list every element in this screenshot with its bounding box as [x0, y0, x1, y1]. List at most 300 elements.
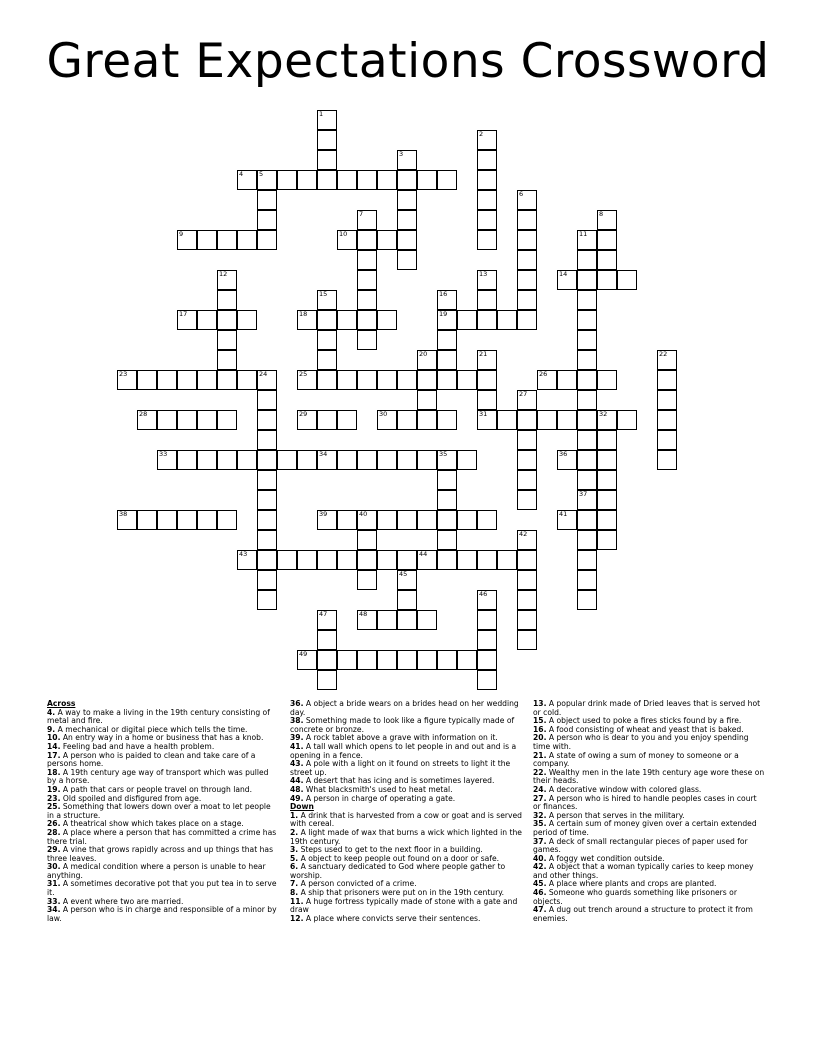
grid-cell[interactable]: [657, 390, 677, 410]
down-clue: [533, 700, 765, 717]
grid-cell[interactable]: [257, 510, 277, 530]
grid-cell[interactable]: [337, 230, 357, 250]
down-clue: [290, 898, 522, 915]
across-clues-part2: [290, 700, 522, 803]
grid-cell[interactable]: [177, 310, 197, 330]
grid-cell[interactable]: [217, 270, 237, 290]
grid-cell[interactable]: [577, 450, 597, 470]
grid-cell[interactable]: [517, 190, 537, 210]
grid-cell[interactable]: [197, 510, 217, 530]
grid-cell[interactable]: [517, 290, 537, 310]
grid-cell[interactable]: [657, 450, 677, 470]
grid-cell[interactable]: [337, 550, 357, 570]
grid-cell[interactable]: [297, 310, 317, 330]
grid-cell[interactable]: [197, 230, 217, 250]
across-clue: [290, 795, 522, 804]
grid-cell[interactable]: [337, 410, 357, 430]
grid-cell[interactable]: [557, 410, 577, 430]
grid-cell[interactable]: [297, 450, 317, 470]
grid-cell[interactable]: [657, 370, 677, 390]
grid-cell[interactable]: [257, 430, 277, 450]
grid-cell[interactable]: [257, 410, 277, 430]
grid-cell[interactable]: [557, 510, 577, 530]
grid-cell[interactable]: [357, 230, 377, 250]
grid-cell[interactable]: [517, 610, 537, 630]
grid-cell[interactable]: [357, 550, 377, 570]
grid-cell[interactable]: [337, 370, 357, 390]
grid-cell[interactable]: [577, 290, 597, 310]
grid-cell[interactable]: [257, 230, 277, 250]
clue-text: A object that a woman typically caries to keep money and other things.: [533, 862, 754, 880]
grid-cell[interactable]: [577, 390, 597, 410]
grid-cell[interactable]: [317, 150, 337, 170]
grid-cell[interactable]: [317, 510, 337, 530]
grid-cell[interactable]: [297, 550, 317, 570]
grid-cell[interactable]: [417, 370, 437, 390]
grid-cell[interactable]: [217, 310, 237, 330]
grid-cell[interactable]: [277, 450, 297, 470]
grid-cell[interactable]: [377, 410, 397, 430]
down-clue: [533, 795, 765, 812]
grid-cell[interactable]: [157, 510, 177, 530]
clue-text: A vine that grows rapidly across and up things that has three leaves.: [47, 845, 274, 863]
grid-cell[interactable]: [457, 510, 477, 530]
grid-cell[interactable]: [297, 410, 317, 430]
grid-cell[interactable]: [357, 270, 377, 290]
grid-cell[interactable]: [397, 210, 417, 230]
grid-cell[interactable]: [597, 410, 617, 430]
grid-cell[interactable]: [457, 370, 477, 390]
clue-number-label: 37.: [533, 836, 547, 846]
across-clue: [47, 829, 279, 846]
grid-cell[interactable]: [357, 370, 377, 390]
grid-cell[interactable]: [237, 550, 257, 570]
grid-cell[interactable]: [157, 370, 177, 390]
grid-cell[interactable]: [317, 310, 337, 330]
grid-cell[interactable]: [477, 310, 497, 330]
grid-cell[interactable]: [317, 350, 337, 370]
grid-cell[interactable]: [317, 630, 337, 650]
grid-cell[interactable]: [537, 410, 557, 430]
grid-cell[interactable]: [397, 570, 417, 590]
grid-cell[interactable]: [257, 530, 277, 550]
grid-cell[interactable]: [397, 410, 417, 430]
grid-cell[interactable]: [357, 310, 377, 330]
clue-number-label: 8.: [290, 888, 299, 898]
grid-cell[interactable]: [477, 370, 497, 390]
grid-cell[interactable]: [517, 210, 537, 230]
grid-cell[interactable]: [417, 510, 437, 530]
grid-cell[interactable]: [477, 130, 497, 150]
grid-cell[interactable]: [397, 590, 417, 610]
grid-cell[interactable]: [517, 270, 537, 290]
down-clue: [290, 829, 522, 846]
grid-cell[interactable]: [137, 510, 157, 530]
grid-cell[interactable]: [597, 430, 617, 450]
grid-cell[interactable]: [577, 270, 597, 290]
grid-cell[interactable]: [277, 550, 297, 570]
grid-cell[interactable]: [397, 450, 417, 470]
grid-cell[interactable]: [477, 410, 497, 430]
grid-cell[interactable]: [397, 650, 417, 670]
grid-cell[interactable]: [377, 230, 397, 250]
grid-cell[interactable]: [137, 370, 157, 390]
grid-cell[interactable]: [357, 530, 377, 550]
grid-cell[interactable]: [497, 550, 517, 570]
grid-cell[interactable]: [437, 550, 457, 570]
grid-cell[interactable]: [577, 310, 597, 330]
clue-text: A person convicted of a crime.: [298, 879, 417, 889]
grid-cell[interactable]: [397, 170, 417, 190]
clue-number: 40: [359, 510, 368, 518]
grid-cell[interactable]: [377, 650, 397, 670]
grid-cell[interactable]: [357, 210, 377, 230]
grid-cell[interactable]: [357, 450, 377, 470]
grid-cell[interactable]: [317, 650, 337, 670]
clue-text: A path that cars or people travel on through land.: [60, 784, 253, 794]
grid-cell[interactable]: [497, 310, 517, 330]
grid-cell[interactable]: [597, 530, 617, 550]
grid-cell[interactable]: [457, 550, 477, 570]
across-clue: [47, 846, 279, 863]
grid-cell[interactable]: [477, 610, 497, 630]
grid-cell[interactable]: [177, 230, 197, 250]
clue-number-label: 21.: [533, 750, 547, 760]
grid-cell[interactable]: [197, 310, 217, 330]
across-clue: [47, 863, 279, 880]
grid-cell[interactable]: [257, 590, 277, 610]
clue-text: A certain sum of money given over a certain extended period of time.: [533, 819, 757, 837]
grid-cell[interactable]: [317, 130, 337, 150]
grid-cell[interactable]: [377, 170, 397, 190]
grid-cell[interactable]: [417, 650, 437, 670]
grid-cell[interactable]: [257, 190, 277, 210]
grid-cell[interactable]: [657, 430, 677, 450]
grid-cell[interactable]: [357, 290, 377, 310]
grid-cell[interactable]: [477, 550, 497, 570]
grid-cell[interactable]: [177, 450, 197, 470]
grid-cell[interactable]: [417, 610, 437, 630]
clue-text: A light made of wax that burns a wick which lighted in the 19th century.: [290, 827, 522, 846]
grid-cell[interactable]: [377, 550, 397, 570]
grid-cell[interactable]: [557, 450, 577, 470]
grid-cell[interactable]: [417, 170, 437, 190]
grid-cell[interactable]: [517, 410, 537, 430]
clue-number: 11: [579, 230, 588, 238]
grid-cell[interactable]: [217, 370, 237, 390]
grid-cell[interactable]: [377, 510, 397, 530]
grid-cell[interactable]: [217, 330, 237, 350]
grid-cell[interactable]: [477, 230, 497, 250]
grid-cell[interactable]: [577, 590, 597, 610]
grid-cell[interactable]: [597, 210, 617, 230]
grid-cell[interactable]: [597, 510, 617, 530]
grid-cell[interactable]: [297, 650, 317, 670]
clue-text: A rock tablet above a grave with information on it.: [303, 733, 498, 743]
grid-cell[interactable]: [397, 230, 417, 250]
grid-cell[interactable]: [377, 450, 397, 470]
grid-cell[interactable]: [357, 250, 377, 270]
grid-cell[interactable]: [437, 510, 457, 530]
grid-cell[interactable]: [577, 410, 597, 430]
clue-number: 38: [119, 510, 128, 518]
grid-cell[interactable]: [577, 510, 597, 530]
grid-cell[interactable]: [257, 370, 277, 390]
grid-cell[interactable]: [477, 590, 497, 610]
grid-cell[interactable]: [577, 530, 597, 550]
grid-cell[interactable]: [117, 510, 137, 530]
grid-cell[interactable]: [457, 650, 477, 670]
grid-cell[interactable]: [517, 450, 537, 470]
clue-text: A huge fortress typically made of stone with a gate and draw: [290, 896, 518, 915]
clue-number-label: 14.: [47, 741, 61, 751]
grid-cell[interactable]: [177, 410, 197, 430]
grid-cell[interactable]: [337, 650, 357, 670]
grid-cell[interactable]: [197, 410, 217, 430]
grid-cell[interactable]: [317, 670, 337, 690]
grid-cell[interactable]: [517, 390, 537, 410]
grid-cell[interactable]: [517, 470, 537, 490]
grid-cell[interactable]: [397, 150, 417, 170]
across-clues-part1: [47, 709, 279, 924]
clue-text: A person in charge of operating a gate.: [303, 793, 456, 803]
grid-cell[interactable]: [597, 490, 617, 510]
grid-cell[interactable]: [437, 470, 457, 490]
grid-cell[interactable]: [177, 370, 197, 390]
grid-cell[interactable]: [577, 430, 597, 450]
across-heading: Across: [47, 699, 76, 708]
grid-cell[interactable]: [357, 650, 377, 670]
grid-cell[interactable]: [497, 410, 517, 430]
grid-cell[interactable]: [437, 170, 457, 190]
clue-text: A food consisting of wheat and yeast that is baked.: [546, 724, 744, 734]
grid-cell[interactable]: [597, 230, 617, 250]
across-clue: [47, 769, 279, 786]
grid-cell[interactable]: [477, 350, 497, 370]
grid-cell[interactable]: [577, 550, 597, 570]
clue-number-label: 4.: [47, 707, 56, 717]
grid-cell[interactable]: [657, 350, 677, 370]
grid-cell[interactable]: [237, 370, 257, 390]
clue-number-label: 25.: [47, 802, 61, 812]
clue-number: 14: [559, 270, 568, 278]
clue-number-label: 22.: [533, 767, 547, 777]
grid-cell[interactable]: [217, 350, 237, 370]
clue-text: A ship that prisoners were put on in the 19th century.: [298, 888, 505, 898]
clue-text: A drink that is harvested from a cow or goat and is served with cereal.: [290, 810, 522, 829]
grid-cell[interactable]: [437, 490, 457, 510]
grid-cell[interactable]: [197, 370, 217, 390]
grid-cell[interactable]: [237, 230, 257, 250]
grid-cell[interactable]: [317, 330, 337, 350]
grid-cell[interactable]: [657, 410, 677, 430]
clue-number: 4: [239, 170, 244, 178]
grid-cell[interactable]: [517, 590, 537, 610]
grid-cell[interactable]: [257, 490, 277, 510]
grid-cell[interactable]: [137, 410, 157, 430]
clue-number: 12: [219, 270, 228, 278]
grid-cell[interactable]: [577, 350, 597, 370]
grid-cell[interactable]: [317, 170, 337, 190]
grid-cell[interactable]: [557, 370, 577, 390]
grid-cell[interactable]: [417, 450, 437, 470]
grid-cell[interactable]: [317, 550, 337, 570]
across-clue: [47, 709, 279, 726]
grid-cell[interactable]: [437, 530, 457, 550]
grid-cell[interactable]: [397, 550, 417, 570]
grid-cell[interactable]: [377, 610, 397, 630]
grid-cell[interactable]: [257, 570, 277, 590]
grid-cell[interactable]: [317, 370, 337, 390]
grid-cell[interactable]: [317, 290, 337, 310]
grid-cell[interactable]: [337, 310, 357, 330]
grid-cell[interactable]: [357, 510, 377, 530]
grid-cell[interactable]: [317, 110, 337, 130]
clue-number-label: 39.: [290, 733, 304, 743]
grid-cell[interactable]: [517, 630, 537, 650]
grid-cell[interactable]: [477, 390, 497, 410]
down-heading: Down: [290, 802, 314, 812]
grid-cell[interactable]: [457, 450, 477, 470]
grid-cell[interactable]: [577, 330, 597, 350]
grid-cell[interactable]: [477, 290, 497, 310]
clue-text: Something that lowers down over a moat to let people in a structure.: [47, 802, 271, 820]
clue-number: 13: [479, 270, 488, 278]
grid-cell[interactable]: [337, 170, 357, 190]
clue-number: 47: [319, 610, 328, 618]
grid-cell[interactable]: [577, 230, 597, 250]
grid-cell[interactable]: [577, 370, 597, 390]
grid-cell[interactable]: [517, 310, 537, 330]
grid-cell[interactable]: [257, 450, 277, 470]
grid-cell[interactable]: [377, 310, 397, 330]
grid-cell[interactable]: [297, 370, 317, 390]
grid-cell[interactable]: [517, 490, 537, 510]
grid-cell[interactable]: [477, 270, 497, 290]
clue-number-label: 9.: [47, 724, 56, 734]
down-clue: [533, 734, 765, 751]
grid-cell[interactable]: [177, 510, 197, 530]
grid-cell[interactable]: [517, 430, 537, 450]
grid-cell[interactable]: [477, 170, 497, 190]
grid-cell[interactable]: [257, 210, 277, 230]
grid-cell[interactable]: [237, 170, 257, 190]
grid-cell[interactable]: [477, 190, 497, 210]
grid-cell[interactable]: [477, 210, 497, 230]
grid-cell[interactable]: [297, 170, 317, 190]
grid-cell[interactable]: [437, 350, 457, 370]
grid-cell[interactable]: [217, 230, 237, 250]
clue-number: 46: [479, 590, 488, 598]
grid-cell[interactable]: [117, 370, 137, 390]
grid-cell[interactable]: [337, 450, 357, 470]
grid-cell[interactable]: [477, 150, 497, 170]
grid-cell[interactable]: [517, 230, 537, 250]
grid-cell[interactable]: [437, 310, 457, 330]
grid-cell[interactable]: [517, 550, 537, 570]
grid-cell[interactable]: [437, 650, 457, 670]
grid-cell[interactable]: [377, 370, 397, 390]
grid-cell[interactable]: [337, 510, 357, 530]
grid-cell[interactable]: [437, 370, 457, 390]
grid-cell[interactable]: [277, 170, 297, 190]
grid-cell[interactable]: [317, 610, 337, 630]
grid-cell[interactable]: [397, 190, 417, 210]
grid-cell[interactable]: [437, 330, 457, 350]
down-clue: [533, 820, 765, 837]
grid-cell[interactable]: [597, 450, 617, 470]
clue-number-label: 5.: [290, 853, 299, 863]
grid-cell[interactable]: [517, 250, 537, 270]
grid-cell[interactable]: [477, 630, 497, 650]
grid-cell[interactable]: [217, 510, 237, 530]
grid-cell[interactable]: [417, 410, 437, 430]
grid-cell[interactable]: [217, 410, 237, 430]
grid-cell[interactable]: [477, 510, 497, 530]
grid-cell[interactable]: [317, 450, 337, 470]
grid-cell[interactable]: [437, 290, 457, 310]
grid-cell[interactable]: [357, 170, 377, 190]
grid-cell[interactable]: [617, 270, 637, 290]
grid-cell[interactable]: [257, 550, 277, 570]
grid-cell[interactable]: [417, 350, 437, 370]
grid-cell[interactable]: [477, 670, 497, 690]
grid-cell[interactable]: [397, 370, 417, 390]
grid-cell[interactable]: [517, 530, 537, 550]
clue-text: A theatrical show which takes place on a stage.: [60, 819, 244, 829]
grid-cell[interactable]: [437, 450, 457, 470]
grid-cell[interactable]: [577, 570, 597, 590]
grid-cell[interactable]: [517, 570, 537, 590]
grid-cell[interactable]: [357, 610, 377, 630]
grid-cell[interactable]: [597, 370, 617, 390]
grid-cell[interactable]: [157, 450, 177, 470]
grid-cell[interactable]: [357, 570, 377, 590]
grid-cell[interactable]: [157, 410, 177, 430]
grid-cell[interactable]: [577, 250, 597, 270]
grid-cell[interactable]: [397, 250, 417, 270]
grid-cell[interactable]: [537, 370, 557, 390]
grid-cell[interactable]: [397, 510, 417, 530]
grid-cell[interactable]: [357, 330, 377, 350]
grid-cell[interactable]: [217, 290, 237, 310]
down-clue: [290, 915, 522, 924]
grid-cell[interactable]: [597, 470, 617, 490]
grid-cell[interactable]: [237, 310, 257, 330]
grid-cell[interactable]: [397, 610, 417, 630]
grid-cell[interactable]: [417, 390, 437, 410]
grid-cell[interactable]: [257, 470, 277, 490]
grid-cell[interactable]: [257, 170, 277, 190]
clue-text: A deck of small rectangular pieces of paper used for games.: [533, 836, 748, 855]
grid-cell[interactable]: [437, 410, 457, 430]
grid-cell[interactable]: [597, 270, 617, 290]
grid-cell[interactable]: [577, 470, 597, 490]
grid-cell[interactable]: [237, 450, 257, 470]
grid-cell[interactable]: [617, 410, 637, 430]
grid-cell[interactable]: [317, 410, 337, 430]
grid-cell[interactable]: [457, 310, 477, 330]
grid-cell[interactable]: [197, 450, 217, 470]
grid-cell[interactable]: [417, 550, 437, 570]
grid-cell[interactable]: [217, 450, 237, 470]
grid-cell[interactable]: [257, 390, 277, 410]
grid-cell[interactable]: [557, 270, 577, 290]
grid-cell[interactable]: [597, 250, 617, 270]
grid-cell[interactable]: [477, 650, 497, 670]
grid-cell[interactable]: [577, 490, 597, 510]
clue-number: 33: [159, 450, 168, 458]
